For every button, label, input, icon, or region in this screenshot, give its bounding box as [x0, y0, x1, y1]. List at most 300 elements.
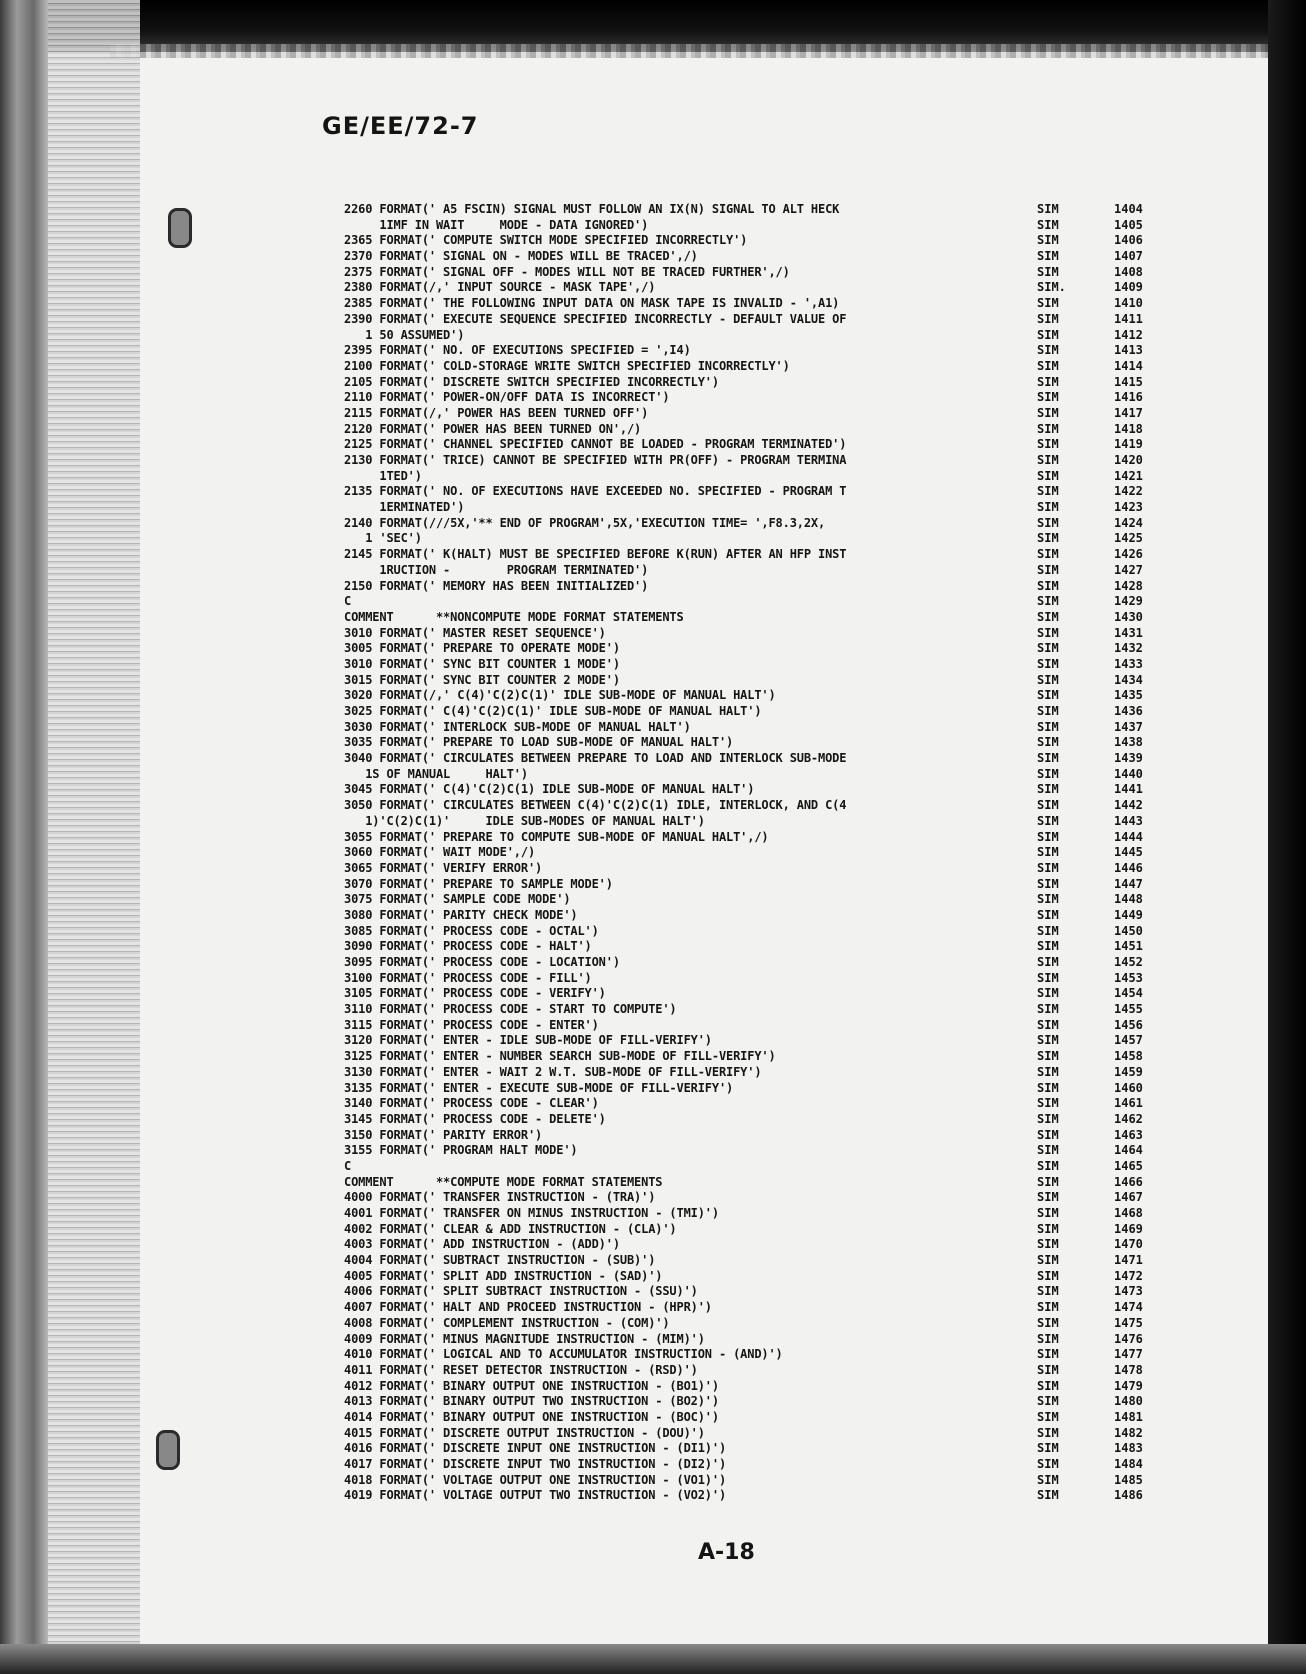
listing-line: [344, 1426, 1144, 1442]
listing-line: [344, 1128, 1144, 1144]
punch-hole-top: [168, 208, 192, 248]
fortran-listing: [344, 202, 1144, 1504]
listing-line: [344, 814, 1144, 830]
code-text: 4000 FORMAT(' TRANSFER INSTRUCTION - (TRA)'): [344, 1190, 656, 1205]
sequence-id: SIM: [1037, 1033, 1059, 1048]
listing-line: [344, 1143, 1144, 1159]
sequence-number: 1408: [1114, 264, 1143, 279]
listing-line: [344, 955, 1144, 971]
sequence-number: 1407: [1114, 249, 1143, 264]
sequence-id: SIM: [1037, 343, 1059, 358]
sequence-id: SIM: [1037, 1127, 1059, 1142]
page-number: A-18: [698, 1540, 755, 1565]
code-text: 3065 FORMAT(' VERIFY ERROR'): [344, 860, 543, 875]
listing-line: [344, 720, 1144, 736]
sequence-number: 1427: [1114, 562, 1143, 577]
code-text: 3125 FORMAT(' ENTER - NUMBER SEARCH SUB-MODE OF FILL-VERIFY'): [344, 1049, 776, 1064]
sequence-id: SIM: [1037, 311, 1059, 326]
code-text: 3035 FORMAT(' PREPARE TO LOAD SUB-MODE OF MANUAL HALT'): [344, 735, 734, 750]
sequence-number: 1454: [1114, 986, 1143, 1001]
listing-line: [344, 328, 1144, 344]
code-text: 3100 FORMAT(' PROCESS CODE - FILL'): [344, 970, 592, 985]
sequence-number: 1406: [1114, 233, 1143, 248]
sequence-id: SIM: [1037, 1441, 1059, 1456]
sequence-number: 1486: [1114, 1488, 1143, 1503]
sequence-number: 1418: [1114, 421, 1143, 436]
sequence-number: 1472: [1114, 1268, 1143, 1283]
code-text: 3090 FORMAT(' PROCESS CODE - HALT'): [344, 939, 592, 954]
code-text: 4010 FORMAT(' LOGICAL AND TO ACCUMULATOR INSTRUCTION - (AND)'): [344, 1347, 783, 1362]
sequence-number: 1461: [1114, 1096, 1143, 1111]
code-text: 2150 FORMAT(' MEMORY HAS BEEN INITIALIZED'): [344, 578, 649, 593]
sequence-number: 1455: [1114, 1002, 1143, 1017]
listing-line: [344, 1316, 1144, 1332]
sequence-number: 1405: [1114, 217, 1143, 232]
sequence-number: 1481: [1114, 1409, 1143, 1424]
code-text: 3050 FORMAT(' CIRCULATES BETWEEN C(4)'C(2)C(1) IDLE, INTERLOCK, AND C(4: [344, 798, 847, 813]
listing-line: [344, 1410, 1144, 1426]
code-text: 3130 FORMAT(' ENTER - WAIT 2 W.T. SUB-MODE OF FILL-VERIFY'): [344, 1064, 762, 1079]
code-text: 4018 FORMAT(' VOLTAGE OUTPUT ONE INSTRUCTION - (VO1)'): [344, 1472, 727, 1487]
code-text: C: [344, 594, 352, 609]
code-text: 2145 FORMAT(' K(HALT) MUST BE SPECIFIED BEFORE K(RUN) AFTER AN HFP INST: [344, 547, 847, 562]
sequence-id: SIM: [1037, 264, 1059, 279]
code-text: 2395 FORMAT(' NO. OF EXECUTIONS SPECIFIED = ',I4): [344, 343, 691, 358]
sequence-number: 1456: [1114, 1017, 1143, 1032]
sequence-id: SIM: [1037, 1409, 1059, 1424]
listing-line: [344, 641, 1144, 657]
sequence-id: SIM: [1037, 845, 1059, 860]
sequence-id: SIM: [1037, 798, 1059, 813]
listing-line: [344, 1332, 1144, 1348]
listing-line: [344, 390, 1144, 406]
code-text: 1 50 ASSUMED'): [344, 327, 465, 342]
sequence-number: 1462: [1114, 1111, 1143, 1126]
scan-binding-shadow: [48, 0, 140, 1674]
sequence-number: 1438: [1114, 735, 1143, 750]
code-text: 4002 FORMAT(' CLEAR & ADD INSTRUCTION - (CLA)'): [344, 1221, 677, 1236]
listing-line: [344, 1284, 1144, 1300]
sequence-number: 1482: [1114, 1425, 1143, 1440]
listing-line: [344, 924, 1144, 940]
code-text: 4012 FORMAT(' BINARY OUTPUT ONE INSTRUCTION - (BO1)'): [344, 1378, 719, 1393]
listing-line: [344, 280, 1144, 296]
listing-line: [344, 908, 1144, 924]
code-text: 3115 FORMAT(' PROCESS CODE - ENTER'): [344, 1017, 599, 1032]
listing-line: [344, 296, 1144, 312]
sequence-number: 1459: [1114, 1064, 1143, 1079]
sequence-id: SIM: [1037, 453, 1059, 467]
sequence-number: 1466: [1114, 1174, 1143, 1189]
sequence-id: SIM: [1037, 547, 1059, 562]
sequence-id: SIM: [1037, 1347, 1059, 1362]
listing-line: [344, 469, 1144, 485]
sequence-id: SIM: [1037, 531, 1059, 546]
listing-line: [344, 986, 1144, 1002]
sequence-id: SIM: [1037, 233, 1059, 248]
sequence-number: 1465: [1114, 1158, 1143, 1173]
sequence-number: 1429: [1114, 594, 1143, 609]
code-text: 4008 FORMAT(' COMPLEMENT INSTRUCTION - (COM)'): [344, 1315, 670, 1330]
code-text: 3075 FORMAT(' SAMPLE CODE MODE'): [344, 892, 571, 907]
sequence-number: 1443: [1114, 813, 1143, 828]
sequence-number: 1477: [1114, 1347, 1143, 1362]
sequence-number: 1446: [1114, 860, 1143, 875]
sequence-id: SIM: [1037, 594, 1059, 609]
listing-line: [344, 1112, 1144, 1128]
code-text: 3010 FORMAT(' SYNC BIT COUNTER 1 MODE'): [344, 656, 620, 671]
sequence-number: 1444: [1114, 829, 1143, 844]
code-text: 2115 FORMAT(/,' POWER HAS BEEN TURNED OFF'): [344, 405, 649, 420]
sequence-number: 1445: [1114, 845, 1143, 860]
listing-line: [344, 202, 1144, 218]
code-text: 3055 FORMAT(' PREPARE TO COMPUTE SUB-MODE OF MANUAL HALT',/): [344, 829, 769, 844]
sequence-id: SIM: [1037, 1268, 1059, 1283]
sequence-number: 1469: [1114, 1221, 1143, 1236]
code-text: 3070 FORMAT(' PREPARE TO SAMPLE MODE'): [344, 876, 613, 891]
sequence-id: SIM: [1037, 1457, 1059, 1471]
sequence-id: SIM: [1037, 1158, 1059, 1173]
listing-line: [344, 594, 1144, 610]
code-text: 3110 FORMAT(' PROCESS CODE - START TO COMPUTE'): [344, 1002, 677, 1017]
sequence-number: 1422: [1114, 484, 1143, 499]
listing-line: [344, 673, 1144, 689]
code-text: 2100 FORMAT(' COLD-STORAGE WRITE SWITCH SPECIFIED INCORRECTLY'): [344, 358, 790, 373]
sequence-id: SIM: [1037, 923, 1059, 938]
sequence-number: 1448: [1114, 892, 1143, 907]
scan-top-edge: [0, 0, 1306, 52]
sequence-number: 1467: [1114, 1190, 1143, 1205]
listing-line: [344, 1253, 1144, 1269]
sequence-number: 1410: [1114, 296, 1143, 311]
listing-line: [344, 1018, 1144, 1034]
sequence-id: SIM: [1037, 1143, 1059, 1158]
sequence-id: SIM: [1037, 766, 1059, 781]
code-text: 3060 FORMAT(' WAIT MODE',/): [344, 845, 536, 860]
sequence-id: SIM: [1037, 327, 1059, 342]
scan-bottom-edge: [0, 1644, 1306, 1674]
code-text: 4019 FORMAT(' VOLTAGE OUTPUT TWO INSTRUCTION - (VO2)'): [344, 1488, 727, 1503]
listing-line: [344, 971, 1144, 987]
sequence-number: 1435: [1114, 688, 1143, 703]
sequence-id: SIM.: [1037, 280, 1066, 295]
listing-line: [344, 877, 1144, 893]
sequence-id: SIM: [1037, 1331, 1059, 1346]
sequence-number: 1439: [1114, 751, 1143, 766]
sequence-id: SIM: [1037, 1174, 1059, 1189]
code-text: 2125 FORMAT(' CHANNEL SPECIFIED CANNOT BE LOADED - PROGRAM TERMINATED'): [344, 437, 847, 452]
listing-line: [344, 547, 1144, 563]
sequence-number: 1419: [1114, 437, 1143, 452]
sequence-number: 1442: [1114, 798, 1143, 813]
sequence-id: SIM: [1037, 217, 1059, 232]
listing-line: [344, 312, 1144, 328]
listing-line: [344, 798, 1144, 814]
sequence-id: SIM: [1037, 704, 1059, 718]
code-text: 3155 FORMAT(' PROGRAM HALT MODE'): [344, 1143, 578, 1158]
listing-line: [344, 1065, 1144, 1081]
scan-right-edge: [1268, 0, 1306, 1674]
listing-line: [344, 626, 1144, 642]
sequence-id: SIM: [1037, 1394, 1059, 1409]
sequence-id: SIM: [1037, 1378, 1059, 1393]
listing-line: [344, 861, 1144, 877]
listing-line: [344, 375, 1144, 391]
code-text: C: [344, 1158, 352, 1173]
listing-line: [344, 359, 1144, 375]
sequence-id: SIM: [1037, 672, 1059, 687]
sequence-number: 1432: [1114, 641, 1143, 656]
listing-line: [344, 830, 1144, 846]
code-text: 3145 FORMAT(' PROCESS CODE - DELETE'): [344, 1111, 606, 1126]
sequence-id: SIM: [1037, 813, 1059, 828]
code-text: 2105 FORMAT(' DISCRETE SWITCH SPECIFIED INCORRECTLY'): [344, 374, 719, 389]
sequence-number: 1420: [1114, 453, 1143, 467]
sequence-number: 1478: [1114, 1362, 1143, 1377]
code-text: 2260 FORMAT(' A5 FSCIN) SIGNAL MUST FOLLOW AN IX(N) SIGNAL TO ALT HECK: [344, 202, 840, 216]
code-text: 3005 FORMAT(' PREPARE TO OPERATE MODE'): [344, 641, 620, 656]
sequence-number: 1476: [1114, 1331, 1143, 1346]
listing-line: [344, 500, 1144, 516]
sequence-id: SIM: [1037, 1206, 1059, 1220]
sequence-number: 1431: [1114, 625, 1143, 640]
sequence-id: SIM: [1037, 876, 1059, 891]
listing-line: [344, 1002, 1144, 1018]
code-text: 1ERMINATED'): [344, 500, 465, 515]
listing-line: [344, 1394, 1144, 1410]
sequence-number: 1450: [1114, 923, 1143, 938]
listing-line: [344, 218, 1144, 234]
sequence-id: SIM: [1037, 829, 1059, 844]
sequence-number: 1412: [1114, 327, 1143, 342]
sequence-id: SIM: [1037, 1237, 1059, 1252]
listing-line: [344, 735, 1144, 751]
code-text: 1 'SEC'): [344, 531, 422, 546]
code-text: 2365 FORMAT(' COMPUTE SWITCH MODE SPECIFIED INCORRECTLY'): [344, 233, 748, 248]
sequence-id: SIM: [1037, 860, 1059, 875]
sequence-number: 1474: [1114, 1300, 1143, 1315]
sequence-id: SIM: [1037, 1190, 1059, 1205]
code-text: 2130 FORMAT(' TRICE) CANNOT BE SPECIFIED WITH PR(OFF) - PROGRAM TERMINA: [344, 453, 847, 467]
sequence-number: 1415: [1114, 374, 1143, 389]
listing-line: [344, 610, 1144, 626]
sequence-id: SIM: [1037, 1049, 1059, 1064]
code-text: 3085 FORMAT(' PROCESS CODE - OCTAL'): [344, 923, 599, 938]
code-text: 2380 FORMAT(/,' INPUT SOURCE - MASK TAPE',/): [344, 280, 656, 295]
sequence-number: 1411: [1114, 311, 1143, 326]
code-text: 3015 FORMAT(' SYNC BIT COUNTER 2 MODE'): [344, 672, 620, 687]
code-text: 3010 FORMAT(' MASTER RESET SEQUENCE'): [344, 625, 606, 640]
code-text: 2120 FORMAT(' POWER HAS BEEN TURNED ON',/): [344, 421, 642, 436]
sequence-number: 1447: [1114, 876, 1143, 891]
code-text: 3080 FORMAT(' PARITY CHECK MODE'): [344, 907, 578, 922]
sequence-number: 1453: [1114, 970, 1143, 985]
listing-line: [344, 579, 1144, 595]
code-text: 4017 FORMAT(' DISCRETE INPUT TWO INSTRUCTION - (DI2)'): [344, 1457, 727, 1471]
sequence-id: SIM: [1037, 970, 1059, 985]
listing-line: [344, 1379, 1144, 1395]
listing-line: [344, 233, 1144, 249]
sequence-number: 1458: [1114, 1049, 1143, 1064]
listing-line: [344, 406, 1144, 422]
sequence-id: SIM: [1037, 782, 1059, 797]
listing-line: [344, 1081, 1144, 1097]
sequence-id: SIM: [1037, 437, 1059, 452]
sequence-id: SIM: [1037, 468, 1059, 483]
sequence-number: 1452: [1114, 955, 1143, 969]
sequence-id: SIM: [1037, 1488, 1059, 1503]
code-text: 4006 FORMAT(' SPLIT SUBTRACT INSTRUCTION - (SSU)'): [344, 1284, 698, 1299]
listing-line: [344, 1096, 1144, 1112]
sequence-number: 1424: [1114, 515, 1143, 530]
sequence-number: 1437: [1114, 719, 1143, 734]
sequence-id: SIM: [1037, 1080, 1059, 1095]
sequence-number: 1484: [1114, 1457, 1143, 1471]
listing-line: [344, 845, 1144, 861]
code-text: 3095 FORMAT(' PROCESS CODE - LOCATION'): [344, 955, 620, 969]
sequence-id: SIM: [1037, 656, 1059, 671]
sequence-id: SIM: [1037, 202, 1059, 216]
sequence-number: 1434: [1114, 672, 1143, 687]
sequence-number: 1436: [1114, 704, 1143, 718]
code-text: 2390 FORMAT(' EXECUTE SEQUENCE SPECIFIED INCORRECTLY - DEFAULT VALUE OF: [344, 311, 847, 326]
code-text: 4007 FORMAT(' HALT AND PROCEED INSTRUCTION - (HPR)'): [344, 1300, 712, 1315]
code-text: COMMENT **NONCOMPUTE MODE FORMAT STATEMENTS: [344, 609, 684, 624]
sequence-id: SIM: [1037, 751, 1059, 766]
listing-line: [344, 453, 1144, 469]
sequence-id: SIM: [1037, 578, 1059, 593]
code-text: 1IMF IN WAIT MODE - DATA IGNORED'): [344, 217, 649, 232]
sequence-id: SIM: [1037, 405, 1059, 420]
listing-line: [344, 563, 1144, 579]
sequence-number: 1479: [1114, 1378, 1143, 1393]
code-text: 1TED'): [344, 468, 422, 483]
listing-line: [344, 1488, 1144, 1504]
sequence-number: 1463: [1114, 1127, 1143, 1142]
code-text: 2140 FORMAT(///5X,'** END OF PROGRAM',5X,'EXECUTION TIME= ',F8.3,2X,: [344, 515, 826, 530]
sequence-id: SIM: [1037, 1221, 1059, 1236]
sequence-number: 1470: [1114, 1237, 1143, 1252]
scan-binding-edge: [0, 0, 48, 1674]
code-text: 2370 FORMAT(' SIGNAL ON - MODES WILL BE TRACED',/): [344, 249, 698, 264]
sequence-number: 1483: [1114, 1441, 1143, 1456]
listing-line: [344, 1363, 1144, 1379]
code-text: 2135 FORMAT(' NO. OF EXECUTIONS HAVE EXCEEDED NO. SPECIFIED - PROGRAM T: [344, 484, 847, 499]
sequence-number: 1433: [1114, 656, 1143, 671]
code-text: 3040 FORMAT(' CIRCULATES BETWEEN PREPARE TO LOAD AND INTERLOCK SUB-MODE: [344, 751, 847, 766]
sequence-id: SIM: [1037, 1002, 1059, 1017]
listing-line: [344, 751, 1144, 767]
sequence-id: SIM: [1037, 892, 1059, 907]
code-text: 4004 FORMAT(' SUBTRACT INSTRUCTION - (SUB)'): [344, 1253, 656, 1268]
code-text: 3045 FORMAT(' C(4)'C(2)C(1) IDLE SUB-MODE OF MANUAL HALT'): [344, 782, 755, 797]
code-text: 2385 FORMAT(' THE FOLLOWING INPUT DATA ON MASK TAPE IS INVALID - ',A1): [344, 296, 840, 311]
listing-line: [344, 437, 1144, 453]
code-text: 3120 FORMAT(' ENTER - IDLE SUB-MODE OF FILL-VERIFY'): [344, 1033, 712, 1048]
sequence-id: SIM: [1037, 484, 1059, 499]
sequence-number: 1440: [1114, 766, 1143, 781]
code-text: 3150 FORMAT(' PARITY ERROR'): [344, 1127, 543, 1142]
code-text: 3030 FORMAT(' INTERLOCK SUB-MODE OF MANUAL HALT'): [344, 719, 691, 734]
code-text: 2375 FORMAT(' SIGNAL OFF - MODES WILL NOT BE TRACED FURTHER',/): [344, 264, 790, 279]
sequence-id: SIM: [1037, 955, 1059, 969]
sequence-id: SIM: [1037, 1064, 1059, 1079]
code-text: 4016 FORMAT(' DISCRETE INPUT ONE INSTRUCTION - (DI1)'): [344, 1441, 727, 1456]
listing-line: [344, 1300, 1144, 1316]
sequence-number: 1430: [1114, 609, 1143, 624]
sequence-number: 1451: [1114, 939, 1143, 954]
listing-line: [344, 1441, 1144, 1457]
code-text: 4013 FORMAT(' BINARY OUTPUT TWO INSTRUCTION - (BO2)'): [344, 1394, 719, 1409]
sequence-number: 1471: [1114, 1253, 1143, 1268]
listing-line: [344, 1473, 1144, 1489]
sequence-number: 1441: [1114, 782, 1143, 797]
sequence-number: 1485: [1114, 1472, 1143, 1487]
listing-line: [344, 1457, 1144, 1473]
listing-line: [344, 1269, 1144, 1285]
listing-line: [344, 939, 1144, 955]
sequence-number: 1449: [1114, 907, 1143, 922]
code-text: 4001 FORMAT(' TRANSFER ON MINUS INSTRUCTION - (TMI)'): [344, 1206, 719, 1220]
code-text: 1RUCTION - PROGRAM TERMINATED'): [344, 562, 649, 577]
sequence-id: SIM: [1037, 1315, 1059, 1330]
sequence-id: SIM: [1037, 625, 1059, 640]
sequence-id: SIM: [1037, 358, 1059, 373]
sequence-id: SIM: [1037, 641, 1059, 656]
listing-line: [344, 531, 1144, 547]
sequence-id: SIM: [1037, 1284, 1059, 1299]
code-text: 1S OF MANUAL HALT'): [344, 766, 528, 781]
document-id: GE/EE/72-7: [322, 112, 479, 140]
punch-hole-bottom: [156, 1430, 180, 1470]
sequence-id: SIM: [1037, 1362, 1059, 1377]
listing-line: [344, 688, 1144, 704]
sequence-number: 1416: [1114, 390, 1143, 405]
sequence-id: SIM: [1037, 1300, 1059, 1315]
sequence-id: SIM: [1037, 500, 1059, 515]
listing-line: [344, 704, 1144, 720]
sequence-id: SIM: [1037, 374, 1059, 389]
sequence-id: SIM: [1037, 515, 1059, 530]
sequence-number: 1423: [1114, 500, 1143, 515]
sequence-number: 1428: [1114, 578, 1143, 593]
sequence-id: SIM: [1037, 296, 1059, 311]
listing-line: [344, 1206, 1144, 1222]
sequence-number: 1464: [1114, 1143, 1143, 1158]
listing-line: [344, 343, 1144, 359]
code-text: 3025 FORMAT(' C(4)'C(2)C(1)' IDLE SUB-MODE OF MANUAL HALT'): [344, 704, 762, 718]
sequence-number: 1473: [1114, 1284, 1143, 1299]
listing-line: [344, 265, 1144, 281]
sequence-id: SIM: [1037, 1017, 1059, 1032]
sequence-id: SIM: [1037, 390, 1059, 405]
sequence-number: 1425: [1114, 531, 1143, 546]
sequence-id: SIM: [1037, 421, 1059, 436]
sequence-id: SIM: [1037, 907, 1059, 922]
code-text: 4003 FORMAT(' ADD INSTRUCTION - (ADD)'): [344, 1237, 620, 1252]
sequence-number: 1468: [1114, 1206, 1143, 1220]
listing-line: [344, 767, 1144, 783]
code-text: 3105 FORMAT(' PROCESS CODE - VERIFY'): [344, 986, 606, 1001]
sequence-id: SIM: [1037, 719, 1059, 734]
code-text: 4015 FORMAT(' DISCRETE OUTPUT INSTRUCTION - (DOU)'): [344, 1425, 705, 1440]
listing-line: [344, 484, 1144, 500]
code-text: 3140 FORMAT(' PROCESS CODE - CLEAR'): [344, 1096, 599, 1111]
sequence-id: SIM: [1037, 939, 1059, 954]
sequence-number: 1404: [1114, 202, 1143, 216]
listing-line: [344, 1049, 1144, 1065]
listing-line: [344, 1237, 1144, 1253]
